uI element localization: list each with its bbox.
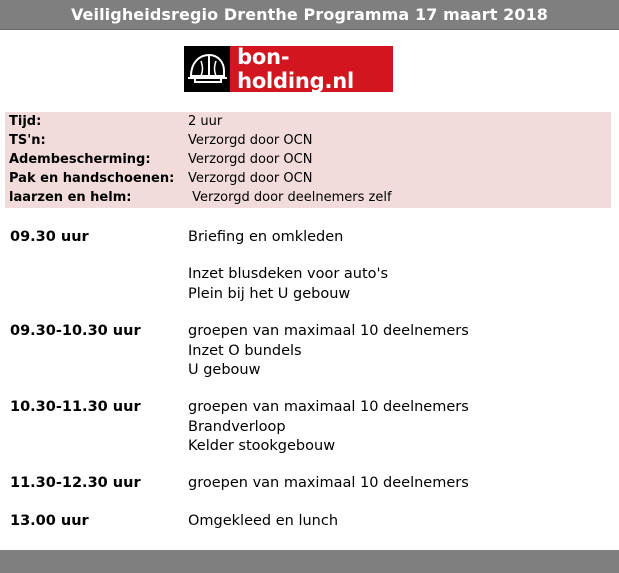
page-title: Veiligheidsregio Drenthe Programma 17 maart 2018: [70, 5, 549, 24]
info-value: Verzorgd door OCN: [188, 152, 313, 167]
schedule-line: Omgekleed en lunch: [188, 513, 339, 529]
info-value: Verzorgd door deelnemers zelf: [188, 190, 392, 205]
info-row-pak: [5, 169, 611, 188]
schedule-line: Briefing en omkleden: [188, 229, 344, 245]
schedule-line: Brandverloop: [188, 419, 286, 435]
schedule-line: Inzet O bundels: [188, 343, 302, 359]
schedule-line: Kelder stookgebouw: [188, 438, 336, 454]
info-value: 2 uur: [188, 114, 223, 129]
schedule-time: 10.30-11.30 uur: [10, 399, 141, 415]
schedule-line: groepen van maximaal 10 deelnemers: [188, 323, 469, 339]
info-label: TS'n:: [9, 133, 46, 148]
info-label: Pak en handschoenen:: [9, 171, 175, 186]
schedule-line: groepen van maximaal 10 deelnemers: [188, 475, 469, 491]
schedule-line: U gebouw: [188, 362, 261, 378]
logo: [184, 46, 393, 92]
info-row-laarzen: [5, 188, 611, 207]
info-label: Tijd:: [9, 114, 42, 129]
header-bar: [0, 0, 619, 30]
info-label: Adembescherming:: [9, 152, 151, 167]
info-row-tijd: [5, 112, 611, 131]
schedule-time: 13.00 uur: [10, 513, 89, 529]
info-row-tsn: [5, 131, 611, 150]
schedule-line: Inzet blusdeken voor auto's: [188, 266, 389, 282]
schedule-line: Plein bij het U gebouw: [188, 286, 351, 302]
schedule-time: 11.30-12.30 uur: [10, 475, 141, 491]
schedule-time: 09.30-10.30 uur: [10, 323, 141, 339]
info-block: [5, 112, 611, 208]
footer-bar: [0, 550, 619, 573]
logo-text: bon-holding.nl: [237, 45, 354, 93]
firefighter-helmet-icon: [184, 46, 230, 92]
schedule-time: 09.30 uur: [10, 229, 89, 245]
info-value: Verzorgd door OCN: [188, 171, 313, 186]
info-row-adembescherming: [5, 150, 611, 169]
info-label: laarzen en helm:: [9, 190, 132, 205]
info-value: Verzorgd door OCN: [188, 133, 313, 148]
schedule-line: groepen van maximaal 10 deelnemers: [188, 399, 469, 415]
